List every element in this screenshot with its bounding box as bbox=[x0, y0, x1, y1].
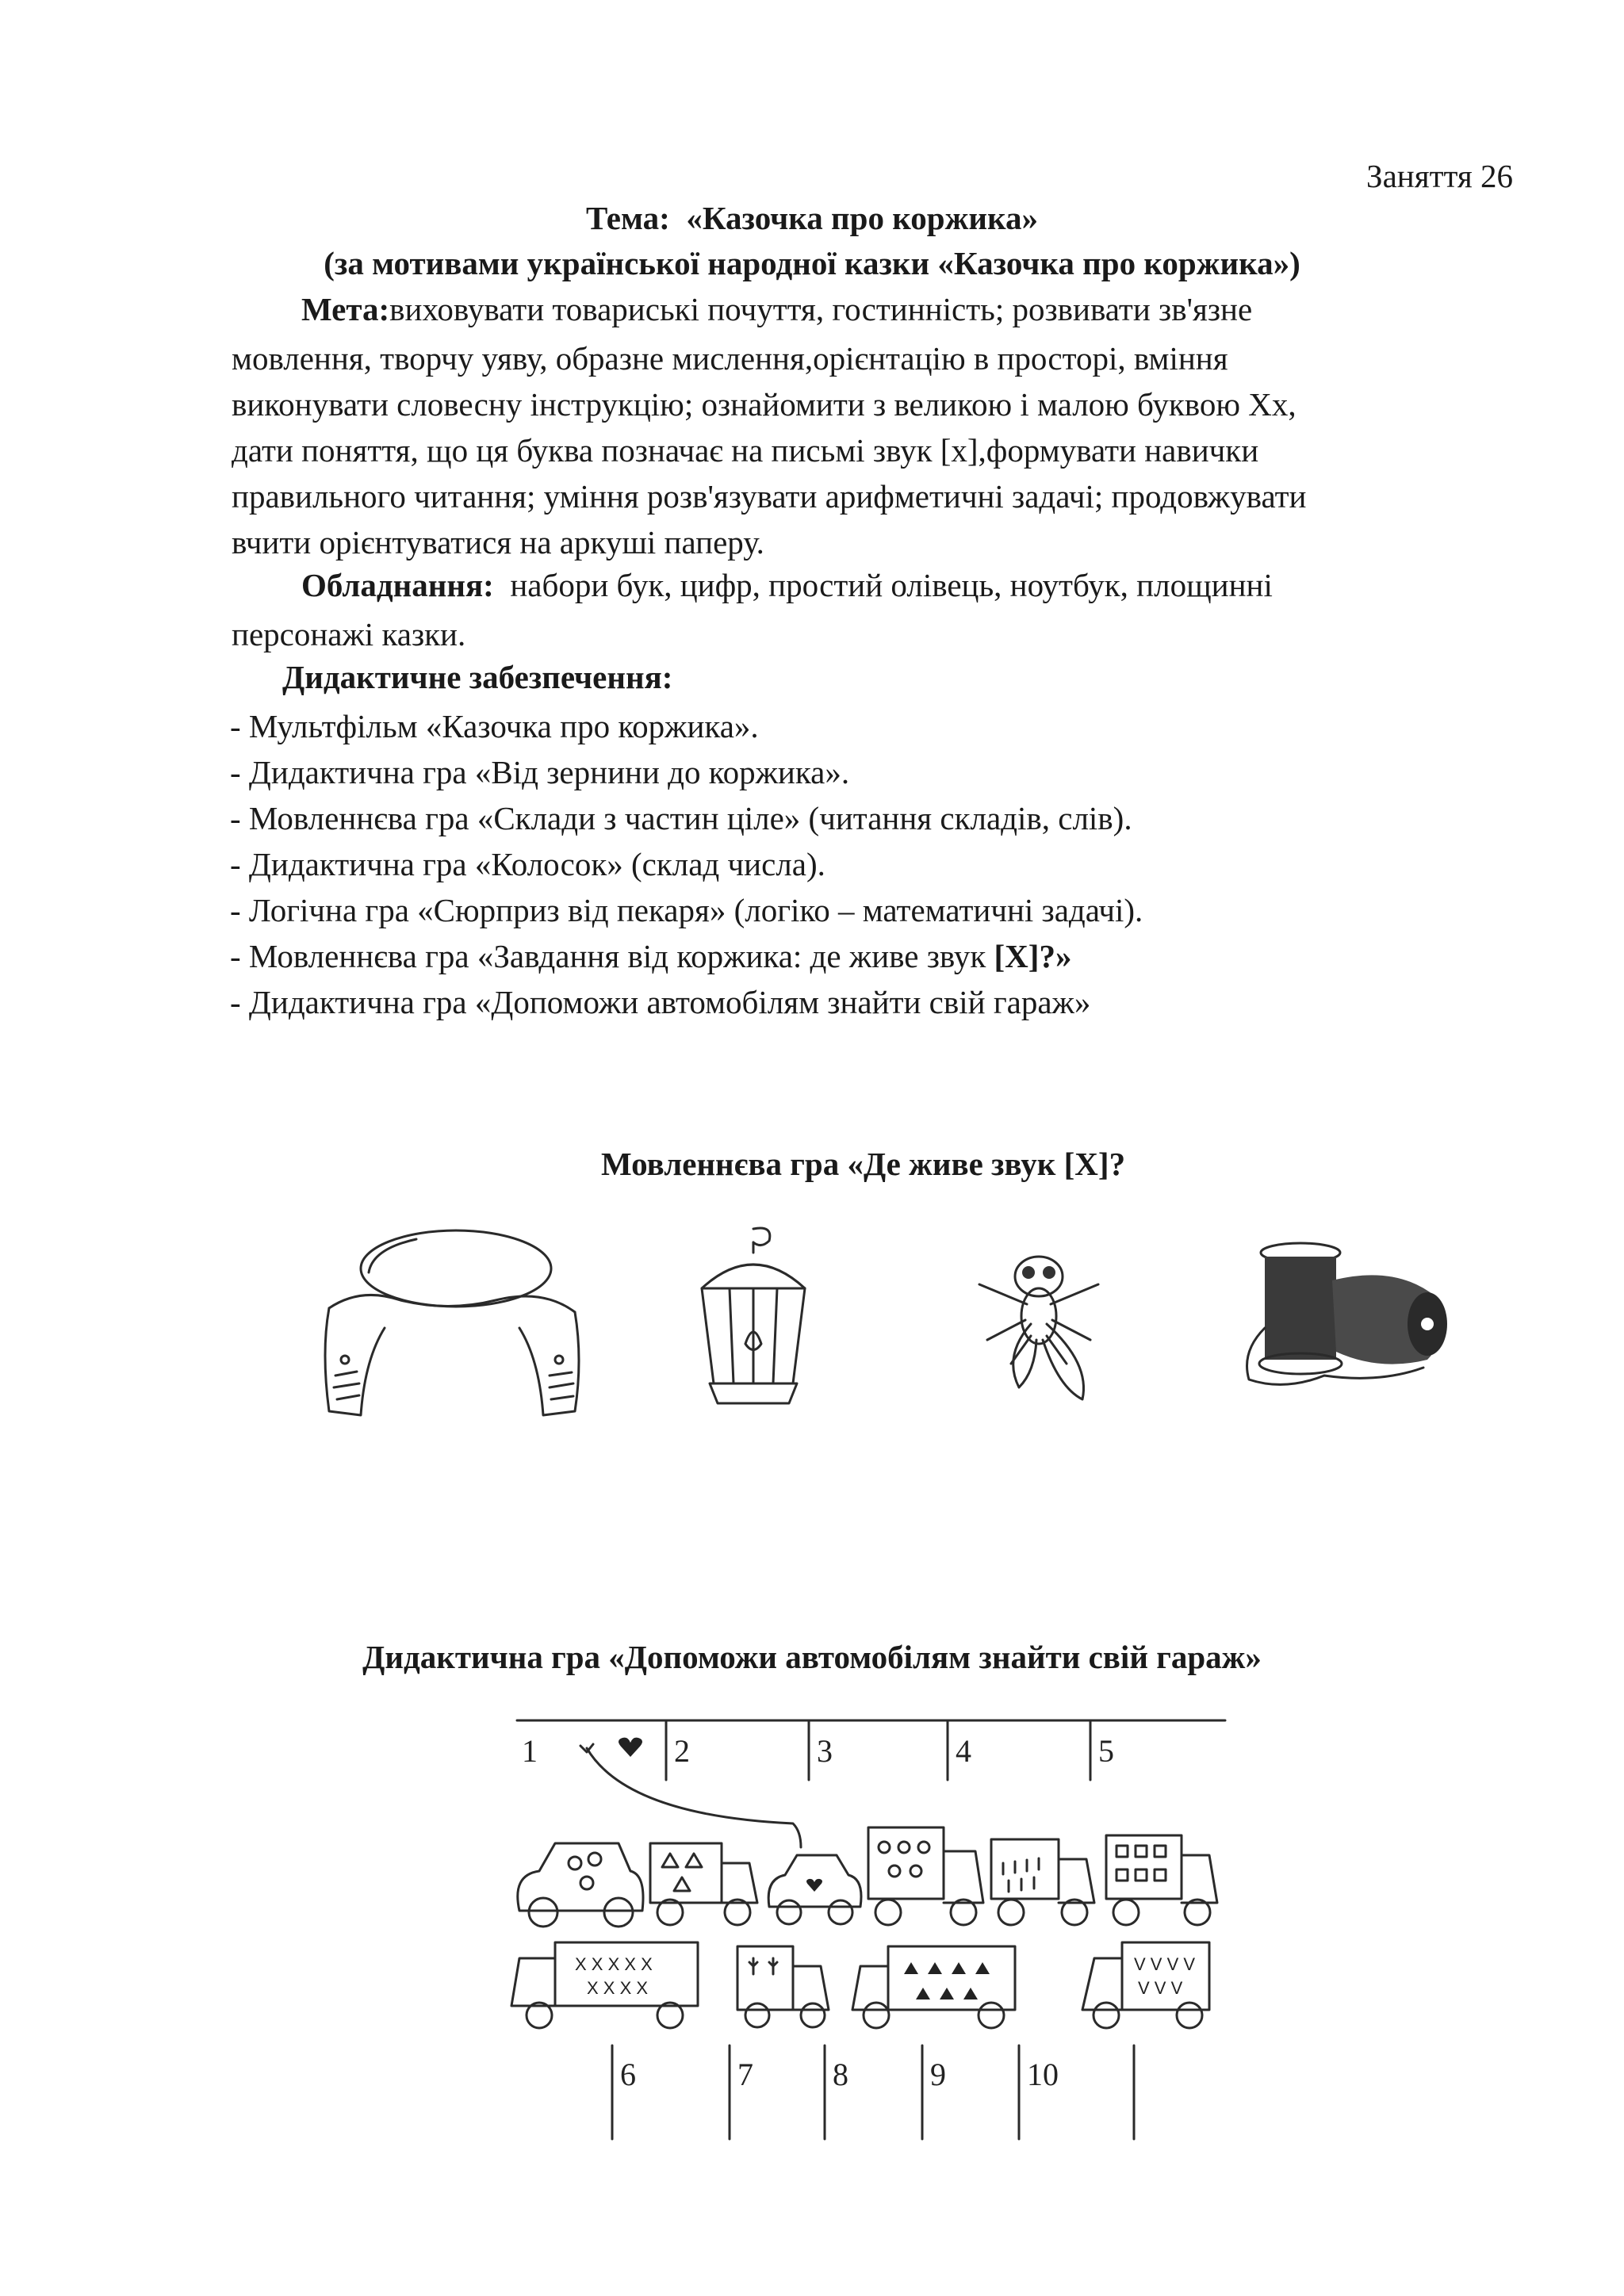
lesson-number: Заняття 26 bbox=[1366, 158, 1513, 194]
didactic-item: - Мовленнєва гра «Завдання від коржика: де живе звук [Х]?» bbox=[230, 938, 1072, 974]
goal-line-6: вчити орієнтуватися на аркуші паперу. bbox=[232, 524, 764, 561]
topic-name: «Казочка про коржика» bbox=[686, 200, 1038, 236]
svg-text:X X X X X: X X X X X bbox=[575, 1954, 653, 1974]
fly-icon bbox=[971, 1229, 1106, 1407]
lantern-icon bbox=[686, 1225, 821, 1411]
heart-icon bbox=[619, 1738, 642, 1757]
truck-spikelets-icon bbox=[737, 1946, 829, 2027]
garage-number-4: 4 bbox=[956, 1733, 971, 1769]
garage-number-8: 8 bbox=[833, 2057, 848, 2092]
goal-line-5: правильного читання; уміння розв'язувати арифметичні задачі; продовжувати bbox=[232, 478, 1307, 515]
truck-triangles-icon bbox=[650, 1843, 757, 1925]
garage-game-title: Дидактична гра «Допоможи автомобілям знайти свій гараж» bbox=[362, 1639, 1262, 1675]
garage-number-5: 5 bbox=[1098, 1733, 1114, 1769]
didactic-item: - Мультфільм «Казочка про коржика». bbox=[230, 708, 759, 744]
sound-game-title: Мовленнєва гра «Де живе звук [Х]? bbox=[601, 1146, 1126, 1182]
car-apples-icon bbox=[518, 1843, 643, 1927]
garage-number-3: 3 bbox=[817, 1733, 833, 1769]
bread-on-towel-icon bbox=[313, 1225, 583, 1423]
equipment-line-1 bbox=[301, 569, 1273, 602]
didactic-item: - Дидактична гра «Колосок» (склад числа). bbox=[230, 846, 825, 882]
thread-spool-icon bbox=[1237, 1233, 1451, 1391]
goal-line-2: мовлення, творчу уяву, образне мислення,орієнтацію в просторі, вміння bbox=[232, 340, 1228, 377]
car-heart-icon bbox=[768, 1855, 861, 1924]
equipment-line-2: персонажі казки. bbox=[232, 616, 466, 652]
didactic-item: - Дидактична гра «Від зернини до коржика». bbox=[230, 754, 850, 790]
garage-number-10: 10 bbox=[1027, 2057, 1059, 2092]
truck-crosses-icon bbox=[511, 1942, 698, 2028]
didactic-item: - Мовленнєва гра «Склади з частин ціле» (читання складів, слів). bbox=[230, 800, 1132, 836]
goal-line-4: дати поняття, що ця буква позначає на письмі звук [х],формувати навички bbox=[232, 432, 1259, 469]
didactic-item: - Дидактична гра «Допоможи автомобілям знайти свій гараж» bbox=[230, 984, 1091, 1020]
svg-text:V V V: V V V bbox=[1138, 1978, 1183, 1998]
svg-text:X X X X: X X X X bbox=[587, 1978, 649, 1998]
goal-line-1 bbox=[301, 293, 1252, 326]
truck-squares-icon bbox=[1106, 1835, 1217, 1925]
goal-line-3: виконувати словесну інструкцію; ознайомити з великою і малою буквою Хх, bbox=[232, 386, 1297, 423]
garage-number-2: 2 bbox=[674, 1733, 690, 1769]
goal-text-1: виховувати товариські почуття, гостинність; розвивати зв'язне bbox=[389, 291, 1253, 327]
didactic-label: Дидактичне забезпечення: bbox=[282, 659, 673, 695]
truck-drops-icon bbox=[991, 1839, 1094, 1925]
garage-number-7: 7 bbox=[737, 2057, 753, 2092]
didactic-item: - Логічна гра «Сюрприз від пекаря» (логіко – математичні задачі). bbox=[230, 892, 1143, 928]
equipment-label: Обладнання: bbox=[301, 567, 494, 603]
equipment-text: набори бук, цифр, простий олівець, ноутбук, площинні bbox=[510, 567, 1273, 603]
topic-title bbox=[0, 202, 1624, 235]
svg-text:V V V V: V V V V bbox=[1134, 1954, 1196, 1974]
garage-diagram bbox=[508, 1705, 1237, 2149]
topic-subtitle: (за мотивами української народної казки «Казочка про коржика») bbox=[324, 245, 1300, 281]
truck-checkmarks-icon bbox=[1082, 1942, 1209, 2028]
garage-number-1: 1 bbox=[522, 1733, 538, 1769]
goal-label: Мета: bbox=[301, 291, 390, 327]
truck-circles-icon bbox=[868, 1827, 983, 1925]
topic-label: Тема: bbox=[586, 200, 670, 236]
truck-triangles-dark-icon bbox=[852, 1946, 1015, 2028]
garage-number-6: 6 bbox=[620, 2057, 636, 2092]
garage-number-9: 9 bbox=[930, 2057, 946, 2092]
